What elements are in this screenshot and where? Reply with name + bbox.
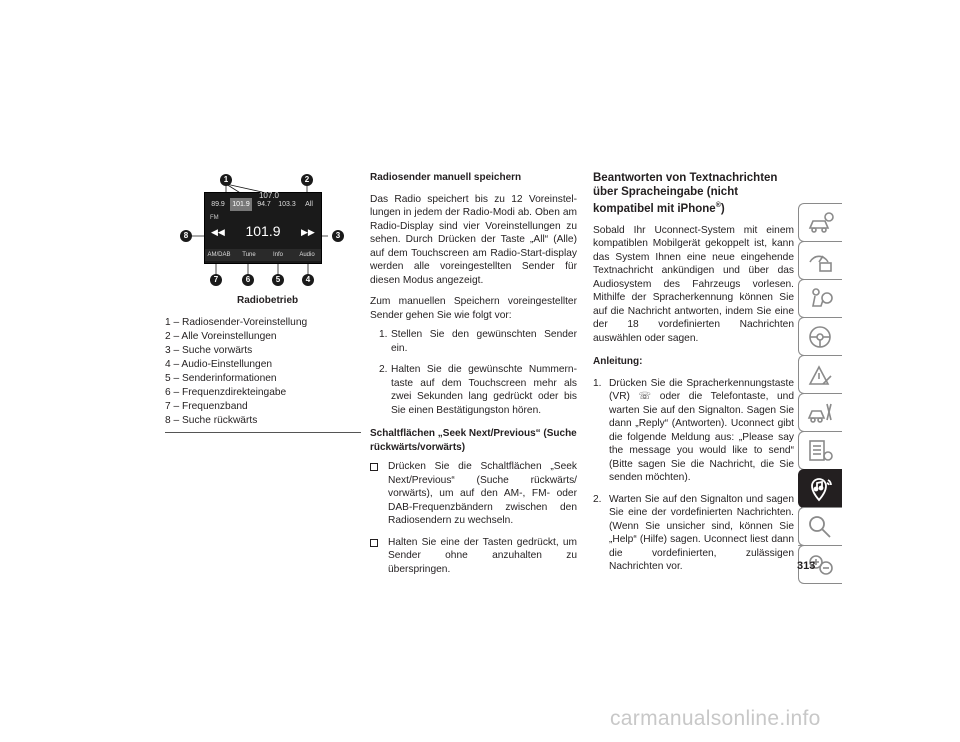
preset-1: 89.9 xyxy=(211,201,225,208)
legend-item: 6 – Frequenzdirekteingabe xyxy=(165,387,287,398)
index-search-icon xyxy=(807,514,835,540)
bullet-text: Halten Sie eine der Tasten gedrückt, um Sender ohne anzuhalten zu überspringen. xyxy=(388,536,577,575)
seek-forward-icon: ▶▶ xyxy=(301,227,315,237)
title-text: Beantworten von Textnachrichten über Spracheingabe (nicht kompatibel mit iPhone xyxy=(593,172,778,215)
car-service-tools-icon xyxy=(807,400,835,426)
step-text: Drücken Sie die Spracherkennungstaste (VR) ☏ oder die Telefontaste, und warten Sie auf den Signalton. Sagen Sie dann „Reply“ (Antworten). Uconnect gibt die folgende Meldung aus: „Please say the message you would like to send“ (Bitte sagen Sie die Nachricht, die Sie senden möchten). xyxy=(609,377,794,484)
bullet-text: Drücken Sie die Schaltflächen „Seek Next/Previous“ (Suche rückwärts/ vorwärts), um auf den AM-, FM- oder DAB-Frequenzbändern zwischen den Radiosendern zu wechseln. xyxy=(388,461,577,526)
radio-figure xyxy=(183,162,346,290)
airbag-safety-icon xyxy=(807,286,835,312)
tab-emergency[interactable] xyxy=(798,355,842,394)
legend-item: 5 – Senderinformationen xyxy=(165,373,277,384)
section-title xyxy=(593,171,794,216)
callout-4: 4 xyxy=(302,274,314,286)
softkey-audio: Audio xyxy=(299,252,315,258)
preset-row xyxy=(205,198,321,211)
step-text: Warten Sie auf den Signalton und sagen Sie eine der vordefinierten Nachrichten. (Wenn Sie unsicher sind, können Sie „Help“ (Hilfe) sagen. Uconnect liest dann die vordefinierten, zulässigen Nachrichten vor. xyxy=(609,493,794,573)
car-info-icon xyxy=(807,210,835,236)
step-number: 2. xyxy=(379,364,388,375)
preset-2: 101.9 xyxy=(230,198,252,211)
seek-back-icon: ◀◀ xyxy=(211,227,225,237)
callout-3: 3 xyxy=(332,230,344,242)
callout-8: 8 xyxy=(180,230,192,242)
numbered-step xyxy=(370,328,577,355)
legend-item: 7 – Frequenzband xyxy=(165,401,248,412)
figure-caption: Radiobetrieb xyxy=(237,295,299,306)
callout-6: 6 xyxy=(242,274,254,286)
dashboard-message-icon xyxy=(807,248,835,274)
tab-multimedia[interactable] xyxy=(798,469,842,508)
warning-road-icon xyxy=(807,362,835,388)
top-preset: 107.0 xyxy=(258,191,280,200)
band-label: FM xyxy=(210,215,219,221)
section-heading: Anleitung: xyxy=(593,356,643,368)
step-text: Halten Sie die gewünschte Nummern-taste auf dem Touchscreen mehr als zwei Sekunden lang gedrückt oder bis Sie einen Bestätigungston hören. xyxy=(391,364,577,416)
callout-1: 1 xyxy=(220,174,232,186)
step-text: Stellen Sie den gewünschten Sender ein. xyxy=(391,329,577,354)
step-number: 1. xyxy=(379,329,388,340)
registered-mark: ® xyxy=(715,202,721,209)
softkey-band: AM/DAB xyxy=(207,252,231,258)
paragraph: Zum manuellen Speichern voreingestellter Sender gehen Sie wie folgt vor: xyxy=(370,296,577,321)
numbered-step xyxy=(593,493,794,574)
step-number: 2. xyxy=(593,493,602,505)
frequency-display: 101.9 xyxy=(245,223,281,239)
bullet-item xyxy=(370,460,577,528)
preset-4: 103.3 xyxy=(278,201,296,208)
paragraph: Sobald Ihr Uconnect-System mit einem kompatiblen Mobilgerät gekoppelt ist, kann das System Ihnen eine neue eingehende Textnachricht ankündigen und über das Audiosystem des Fahrzeugs vorlesen. Mithilfe der Spracherkennung können Sie auf die Nachricht antworten, indem Sie eine der 18 vordefinierten Nachrichten auswählen oder sagen. xyxy=(593,224,794,344)
bullet-item xyxy=(370,536,577,577)
legend-item: 2 – Alle Voreinstellungen xyxy=(165,331,277,342)
paragraph: Das Radio speichert bis zu 12 Voreinstel-lungen in jedem der Radio-Modi ab. Oben am Radio-Display sind vier Voreinstellungen zu sehen. Durch Drücken der Taste „All“ (Alle) auf dem Touchscreen am Radio-Start-display werden alle voreingestellten Sender für diesen Modus angezeigt. xyxy=(370,193,577,286)
section-heading: Schaltflächen „Seek Next/Previous“ (Suche rückwärts/vorwärts) xyxy=(370,428,577,453)
preset-all: All xyxy=(305,201,313,208)
softkey-row xyxy=(205,249,321,261)
checkbox-bullet-icon xyxy=(370,463,378,471)
numbered-step xyxy=(593,377,794,485)
softkey-info: Info xyxy=(272,252,283,258)
page-number: 313 xyxy=(797,560,816,572)
legend-item: 1 – Radiosender-Voreinstellung xyxy=(165,317,308,328)
tab-dashboard[interactable] xyxy=(798,241,842,280)
right-column xyxy=(593,171,794,574)
middle-column xyxy=(370,171,577,576)
steering-wheel-icon xyxy=(807,324,835,350)
numbered-step xyxy=(370,363,577,417)
callout-2: 2 xyxy=(301,174,313,186)
callout-7: 7 xyxy=(210,274,222,286)
callout-5: 5 xyxy=(272,274,284,286)
tab-car-info[interactable] xyxy=(798,203,842,242)
tab-specs[interactable] xyxy=(798,431,842,470)
legend-item: 4 – Audio-Einstellungen xyxy=(165,359,273,370)
tab-index-search[interactable] xyxy=(798,507,842,546)
tab-driving[interactable] xyxy=(798,317,842,356)
figure-legend xyxy=(165,316,361,433)
maintenance-list-icon xyxy=(807,438,835,464)
multimedia-icon xyxy=(807,476,835,502)
legend-divider xyxy=(165,432,361,433)
softkey-tune: Tune xyxy=(242,252,256,258)
checkbox-bullet-icon xyxy=(370,539,378,547)
step-number: 1. xyxy=(593,377,602,389)
watermark: carmanualsonline.info xyxy=(610,707,821,730)
radio-screen xyxy=(204,192,322,264)
legend-item: 8 – Suche rückwärts xyxy=(165,415,258,426)
tab-safety[interactable] xyxy=(798,279,842,318)
legend-item: 3 – Suche vorwärts xyxy=(165,345,253,356)
preset-3: 94.7 xyxy=(257,201,271,208)
title-end: ) xyxy=(720,202,725,215)
tab-service[interactable] xyxy=(798,393,842,432)
section-heading: Radiosender manuell speichern xyxy=(370,172,522,183)
